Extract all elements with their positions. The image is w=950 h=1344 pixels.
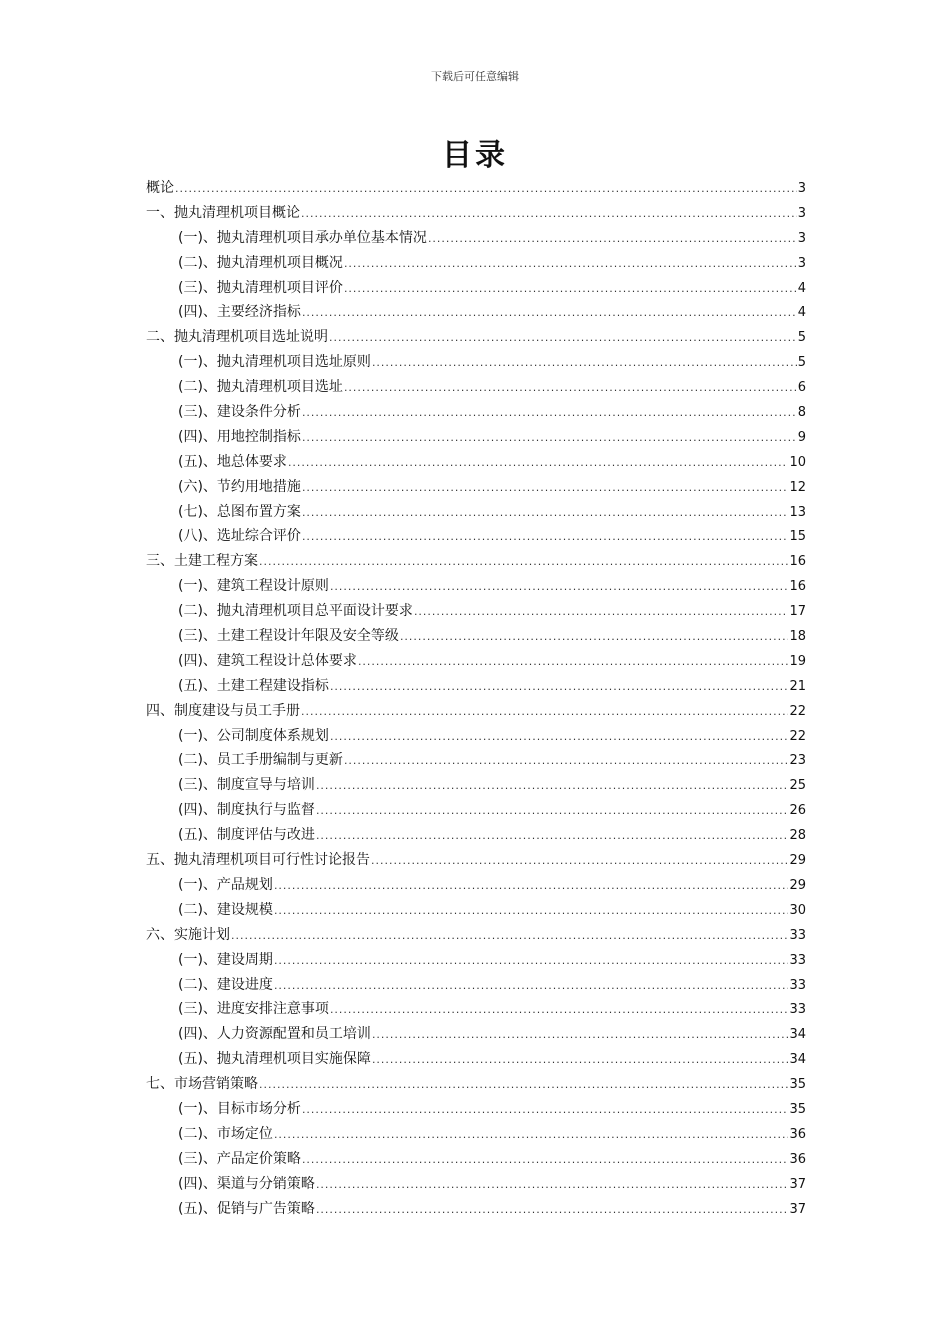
toc-entry-page-number: 16	[789, 579, 806, 595]
toc-entry-page-number: 28	[789, 828, 806, 844]
toc-entry-label: (二)、市场定位	[178, 1125, 273, 1142]
toc-entry-label: (二)、建设进度	[178, 976, 273, 993]
toc-entry-page-number: 3	[797, 205, 806, 221]
toc-entry-page-number: 5	[797, 355, 806, 371]
toc-entry-page-number: 22	[789, 703, 806, 719]
toc-entry-page-number: 19	[789, 653, 806, 669]
toc-entry[interactable]	[146, 1197, 806, 1222]
toc-entry-label: 一、抛丸清理机项目概论	[146, 204, 300, 221]
toc-entry[interactable]	[146, 300, 806, 325]
toc-entry[interactable]	[146, 400, 806, 425]
toc-leader-dots	[301, 700, 788, 725]
toc-leader-dots	[274, 899, 789, 924]
toc-entry-label: (七)、总图布置方案	[178, 503, 301, 520]
toc-leader-dots	[372, 351, 797, 376]
toc-leader-dots	[371, 849, 788, 874]
toc-entry[interactable]	[146, 325, 806, 350]
toc-entry[interactable]	[146, 500, 806, 525]
toc-entry[interactable]	[146, 923, 806, 948]
table-of-contents	[146, 176, 806, 1221]
toc-entry-label: (三)、制度宣导与培训	[178, 777, 315, 794]
toc-entry-label: (五)、地总体要求	[178, 453, 287, 470]
toc-entry[interactable]	[146, 1022, 806, 1047]
toc-entry-label: (一)、抛丸清理机项目选址原则	[178, 354, 371, 371]
toc-entry-page-number: 37	[789, 1176, 806, 1192]
toc-entry[interactable]	[146, 375, 806, 400]
toc-entry-page-number: 6	[797, 380, 806, 396]
toc-leader-dots	[316, 774, 789, 799]
toc-entry-label: (五)、制度评估与改进	[178, 827, 315, 844]
toc-entry[interactable]	[146, 624, 806, 649]
toc-entry[interactable]	[146, 1072, 806, 1097]
toc-leader-dots	[329, 326, 797, 351]
page-title: 目录	[442, 138, 508, 173]
toc-entry-page-number: 8	[797, 405, 806, 421]
toc-entry[interactable]	[146, 823, 806, 848]
toc-entry-label: (二)、抛丸清理机项目概况	[178, 254, 343, 271]
toc-entry-page-number: 3	[797, 181, 806, 196]
toc-entry-page-number: 30	[789, 902, 806, 918]
toc-entry-label: (四)、主要经济指标	[178, 304, 301, 321]
toc-entry[interactable]	[146, 798, 806, 823]
toc-entry[interactable]	[146, 973, 806, 998]
toc-entry-page-number: 17	[789, 604, 806, 620]
toc-entry-label: (一)、公司制度体系规划	[178, 727, 329, 744]
toc-entry-page-number: 13	[789, 504, 806, 520]
toc-entry-label: (三)、进度安排注意事项	[178, 1001, 329, 1018]
toc-entry-page-number: 9	[797, 429, 806, 445]
toc-entry-label: (二)、抛丸清理机项目选址	[178, 379, 343, 396]
toc-entry[interactable]	[146, 1172, 806, 1197]
toc-leader-dots	[274, 874, 789, 899]
toc-entry[interactable]	[146, 1147, 806, 1172]
toc-leader-dots	[302, 426, 797, 451]
toc-entry-label: (一)、抛丸清理机项目承办单位基本情况	[178, 229, 427, 246]
toc-leader-dots	[372, 1048, 789, 1073]
toc-leader-dots	[372, 1023, 789, 1048]
toc-entry-page-number: 10	[789, 454, 806, 470]
toc-entry[interactable]	[146, 450, 806, 475]
toc-entry-page-number: 35	[789, 1101, 806, 1117]
toc-entry-label: (四)、人力资源配置和员工培训	[178, 1026, 371, 1043]
toc-entry-label: (一)、目标市场分析	[178, 1100, 301, 1117]
toc-entry[interactable]	[146, 524, 806, 549]
toc-entry-label: (四)、制度执行与监督	[178, 802, 315, 819]
toc-leader-dots	[259, 1073, 788, 1098]
toc-leader-dots	[330, 725, 789, 750]
toc-entry[interactable]	[146, 699, 806, 724]
toc-leader-dots	[330, 998, 789, 1023]
toc-entry-page-number: 26	[789, 803, 806, 819]
page-header-note: 下载后可任意编辑	[431, 70, 519, 83]
toc-entry-label: 五、抛丸清理机项目可行性讨论报告	[146, 852, 370, 869]
toc-entry-label: 七、市场营销策略	[146, 1076, 258, 1093]
toc-entry-page-number: 3	[797, 255, 806, 271]
toc-entry-page-number: 29	[789, 853, 806, 869]
toc-entry-label: (八)、选址综合评价	[178, 528, 301, 545]
toc-entry[interactable]	[146, 997, 806, 1022]
toc-entry-label: (二)、抛丸清理机项目总平面设计要求	[178, 603, 413, 620]
toc-entry-page-number: 21	[789, 678, 806, 694]
toc-entry-page-number: 23	[789, 753, 806, 769]
toc-entry-label: (四)、用地控制指标	[178, 428, 301, 445]
toc-entry[interactable]	[146, 898, 806, 923]
toc-entry-page-number: 33	[789, 927, 806, 943]
toc-entry-page-number: 5	[797, 330, 806, 346]
toc-entry[interactable]	[146, 873, 806, 898]
toc-leader-dots	[400, 625, 789, 650]
toc-entry-page-number: 4	[797, 280, 806, 296]
toc-entry-page-number: 15	[789, 529, 806, 545]
toc-entry-label: (一)、产品规划	[178, 876, 273, 893]
toc-leader-dots	[330, 675, 789, 700]
toc-leader-dots	[259, 550, 788, 575]
toc-leader-dots	[231, 924, 788, 949]
toc-entry-page-number: 16	[789, 554, 806, 570]
toc-entry-label: (五)、土建工程建设指标	[178, 677, 329, 694]
toc-leader-dots	[302, 525, 789, 550]
toc-entry-label: (三)、土建工程设计年限及安全等级	[178, 628, 399, 645]
toc-entry-page-number: 34	[789, 1052, 806, 1068]
toc-entry[interactable]	[146, 201, 806, 226]
toc-entry-label: (三)、产品定价策略	[178, 1150, 301, 1167]
toc-leader-dots	[316, 799, 789, 824]
toc-leader-dots	[274, 1123, 789, 1148]
toc-leader-dots	[316, 1173, 789, 1198]
toc-leader-dots	[302, 501, 789, 526]
toc-entry-page-number: 18	[789, 629, 806, 645]
toc-leader-dots	[330, 575, 789, 600]
toc-entry-page-number: 12	[789, 479, 806, 495]
toc-entry-page-number: 36	[789, 1151, 806, 1167]
toc-leader-dots	[274, 974, 789, 999]
toc-entry-label: (二)、建设规模	[178, 901, 273, 918]
toc-entry[interactable]	[146, 1047, 806, 1072]
toc-entry[interactable]	[146, 425, 806, 450]
toc-leader-dots	[316, 1198, 789, 1223]
toc-leader-dots	[302, 476, 789, 501]
toc-entry[interactable]	[146, 251, 806, 276]
toc-leader-dots	[302, 1098, 789, 1123]
toc-entry[interactable]	[146, 350, 806, 375]
toc-entry-label: 三、土建工程方案	[146, 553, 258, 570]
toc-entry-label: 四、制度建设与员工手册	[146, 702, 300, 719]
toc-entry-page-number: 36	[789, 1126, 806, 1142]
toc-entry[interactable]	[146, 773, 806, 798]
toc-entry-label: (四)、建筑工程设计总体要求	[178, 652, 357, 669]
toc-entry[interactable]	[146, 1122, 806, 1147]
toc-leader-dots	[344, 376, 797, 401]
toc-leader-dots	[288, 451, 789, 476]
toc-entry[interactable]	[146, 475, 806, 500]
toc-leader-dots	[344, 277, 797, 302]
toc-entry[interactable]	[146, 549, 806, 574]
toc-entry-page-number: 29	[789, 877, 806, 893]
toc-leader-dots	[344, 252, 797, 277]
toc-entry[interactable]	[146, 948, 806, 973]
toc-entry[interactable]	[146, 226, 806, 251]
toc-entry[interactable]	[146, 276, 806, 301]
toc-entry-label: 概论	[146, 180, 174, 196]
toc-entry-label: (三)、建设条件分析	[178, 404, 301, 421]
toc-leader-dots	[302, 301, 797, 326]
toc-entry-label: (一)、建设周期	[178, 951, 273, 968]
toc-leader-dots	[414, 600, 789, 625]
toc-entry-page-number: 3	[797, 230, 806, 246]
toc-entry-label: (六)、节约用地措施	[178, 478, 301, 495]
toc-entry-label: (三)、抛丸清理机项目评价	[178, 279, 343, 296]
toc-entry[interactable]	[146, 649, 806, 674]
toc-entry-label: (五)、促销与广告策略	[178, 1200, 315, 1217]
toc-leader-dots	[302, 401, 797, 426]
toc-entry[interactable]	[146, 599, 806, 624]
toc-entry[interactable]	[146, 848, 806, 873]
toc-leader-dots	[316, 824, 789, 849]
toc-leader-dots	[428, 227, 797, 252]
toc-entry-label: (四)、渠道与分销策略	[178, 1175, 315, 1192]
toc-leader-dots	[302, 1148, 789, 1173]
toc-entry-page-number: 37	[789, 1201, 806, 1217]
toc-entry[interactable]	[146, 574, 806, 599]
toc-entry-page-number: 34	[789, 1027, 806, 1043]
toc-entry-page-number: 33	[789, 977, 806, 993]
toc-entry[interactable]	[146, 176, 806, 201]
toc-entry-page-number: 33	[789, 1002, 806, 1018]
toc-entry-label: (五)、抛丸清理机项目实施保障	[178, 1051, 371, 1068]
toc-entry[interactable]	[146, 674, 806, 699]
toc-entry[interactable]	[146, 1097, 806, 1122]
toc-entry-page-number: 4	[797, 305, 806, 321]
toc-entry-label: 二、抛丸清理机项目选址说明	[146, 329, 328, 346]
toc-entry-label: 六、实施计划	[146, 926, 230, 943]
toc-leader-dots	[274, 949, 789, 974]
toc-entry[interactable]	[146, 724, 806, 749]
toc-entry-page-number: 33	[789, 952, 806, 968]
toc-entry-page-number: 22	[789, 728, 806, 744]
toc-leader-dots	[358, 650, 789, 675]
toc-entry-label: (二)、员工手册编制与更新	[178, 752, 343, 769]
toc-leader-dots	[175, 177, 797, 202]
toc-leader-dots	[301, 202, 797, 227]
toc-entry[interactable]	[146, 748, 806, 773]
toc-leader-dots	[344, 749, 789, 774]
toc-entry-page-number: 25	[789, 778, 806, 794]
toc-entry-label: (一)、建筑工程设计原则	[178, 578, 329, 595]
toc-entry-page-number: 35	[789, 1077, 806, 1093]
